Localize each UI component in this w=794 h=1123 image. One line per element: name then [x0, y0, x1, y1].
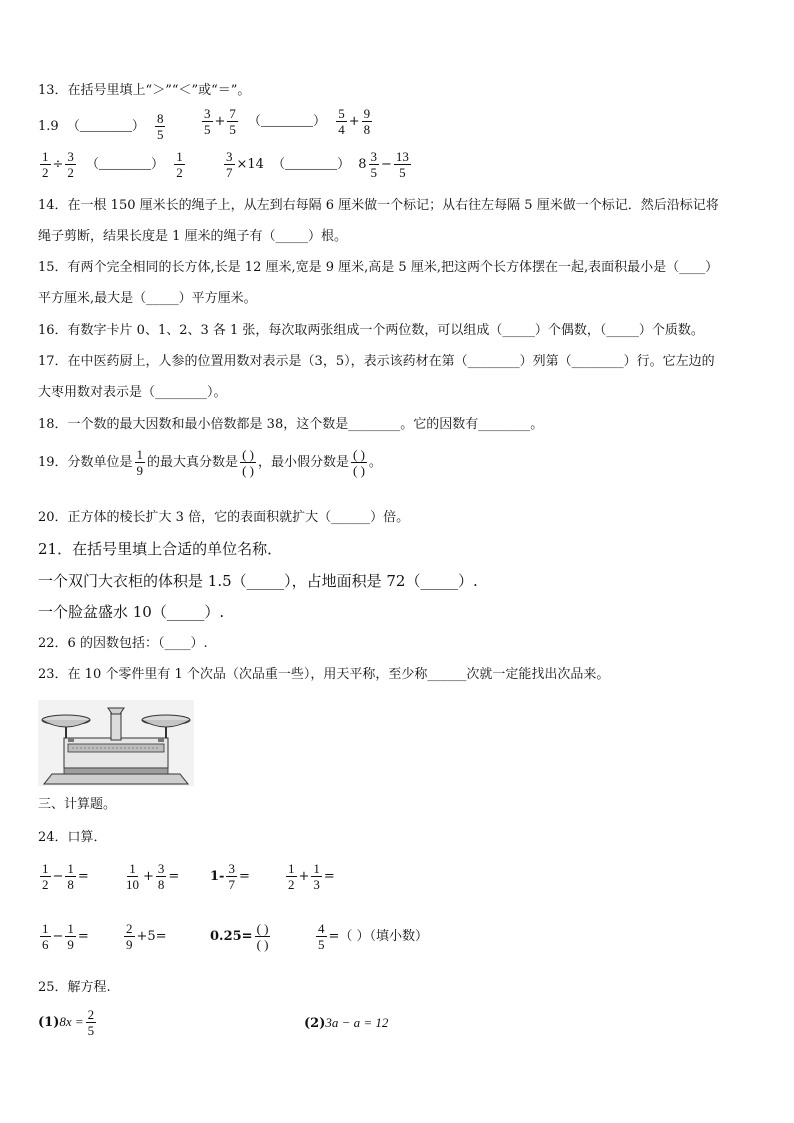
fraction: $\frac{1}{3}$ — [313, 861, 320, 892]
whole-number: 8 — [358, 157, 367, 172]
q24-expr-4 — [284, 862, 335, 891]
q15-line2: 平方厘米,最大是（_____）平方厘米。 — [38, 291, 257, 306]
q13-row1-b — [200, 107, 374, 136]
equals: = — [77, 929, 89, 944]
q24-title: 24．口算． — [38, 830, 107, 845]
fraction: $\frac{2}{5}$ — [87, 1007, 95, 1038]
q14-line1: 14．在一根 150 厘米长的绳子上，从左到右每隔 6 厘米做一个标记；从右往左每隔 5 厘米做一个标记．然后沿标记将 — [38, 198, 719, 213]
fraction: $\frac{9}{8}$ — [363, 106, 371, 137]
fraction: $\frac{3}{7}$ — [226, 149, 233, 180]
q24-expr-1 — [38, 862, 89, 891]
answer-blank[interactable]: （________） — [66, 118, 145, 133]
q21-line1: 一个双门大衣柜的体积是 1.5（_____），占地面积是 72（_____）. — [38, 572, 478, 590]
fraction: $\frac{1}{6}$ — [42, 921, 49, 952]
fraction: $\frac{2}{9}$ — [126, 921, 133, 952]
fraction: $\frac{3}{2}$ — [67, 149, 74, 180]
operator: − — [52, 929, 64, 944]
fraction: $\frac{1}{2}$ — [288, 861, 295, 892]
balance-scale-image — [38, 700, 194, 786]
q13-title: 13．在括号里填上“＞”“＜”或“＝”。 — [38, 83, 251, 98]
q13-row2-a — [38, 150, 187, 179]
q13-row1-a — [38, 112, 167, 141]
q21-line2: 一个脸盆盛水 10（_____）. — [38, 603, 225, 621]
equals: = — [168, 869, 180, 884]
q19-prefix: 19．分数单位是 — [38, 455, 133, 470]
q24-expr-3 — [210, 862, 250, 891]
fraction: $\frac{13}{5}$ — [395, 149, 409, 180]
q24-expr-7 — [210, 922, 272, 951]
fraction-unit: $\frac{1}{9}$ — [136, 447, 144, 478]
q25-title: 25．解方程. — [38, 980, 111, 995]
q24-expr-8 — [314, 922, 428, 951]
fraction: $\frac{1}{2}$ — [176, 149, 183, 180]
q24-expr-6 — [122, 922, 167, 951]
fraction: $\frac{4}{5}$ — [318, 921, 325, 952]
q19-end: 。 — [368, 455, 382, 470]
item-number: (2) — [304, 1016, 326, 1031]
equation-lhs: 8x = — [59, 1014, 84, 1029]
equals: = — [238, 869, 250, 884]
fraction: $\frac{3}{5}$ — [370, 149, 378, 180]
answer-blank[interactable]: （________） — [272, 156, 351, 171]
expression-tail: ×14 — [236, 157, 264, 172]
fraction: $\frac{1}{10}$ — [126, 861, 139, 892]
q18-text: 18．一个数的最大因数和最小倍数都是 38，这个数是________。它的因数有________。 — [38, 417, 544, 432]
decimal-value: 0.25= — [210, 929, 253, 944]
fraction: $\frac{3}{5}$ — [204, 106, 211, 137]
q19-mid2: ，最小假分数是 — [257, 455, 349, 470]
q17-line1: 17．在中医药厨上，人参的位置用数对表示是（3，5），表示该药材在第（________）列第（________）行。它左边的 — [38, 354, 715, 369]
q24-expr-5 — [38, 922, 89, 951]
expression-tail: +5= — [136, 929, 167, 944]
answer-fraction-blank[interactable]: $\frac{( )}{( )}$ — [256, 921, 269, 952]
q20-text: 20．正方体的棱长扩大 3 倍，它的表面积就扩大（______）倍。 — [38, 510, 410, 525]
equation: 3a − a = 12 — [325, 1015, 389, 1030]
q21-title: 21．在括号里填上合适的单位名称． — [38, 540, 283, 558]
fraction: $\frac{1}{8}$ — [67, 861, 74, 892]
fraction: $\frac{8}{5}$ — [156, 111, 164, 142]
operator: − — [52, 869, 64, 884]
operator: + — [298, 869, 310, 884]
q22-text: 22．6 的因数包括：（____）. — [38, 636, 208, 651]
minuend: 1- — [210, 869, 225, 884]
fraction: $\frac{5}{4}$ — [338, 106, 345, 137]
q19 — [38, 448, 382, 477]
q13-row2-b — [222, 150, 413, 179]
q25-equation-1 — [38, 1008, 98, 1037]
operator: ÷ — [52, 157, 64, 172]
q16-text: 16．有数字卡片 0、1、2、3 各 1 张，每次取两张组成一个两位数，可以组成（_____）个偶数，（_____）个质数。 — [38, 323, 704, 338]
q17-line2: 大枣用数对表示是（________）。 — [38, 385, 227, 400]
number: 1.9 — [38, 119, 59, 134]
fraction: $\frac{3}{7}$ — [228, 861, 235, 892]
fraction: $\frac{1}{9}$ — [67, 921, 74, 952]
fraction: $\frac{7}{5}$ — [229, 106, 236, 137]
q25-equation-2 — [304, 1016, 388, 1030]
equals: = — [323, 869, 335, 884]
fraction: $\frac{1}{2}$ — [42, 861, 49, 892]
item-number: (1) — [38, 1015, 60, 1030]
q14-line2: 绳子剪断，结果长度是 1 厘米的绳子有（_____）根。 — [38, 229, 348, 244]
answer-fraction-blank[interactable]: $\frac{( )}{( )}$ — [353, 447, 365, 478]
answer-blank[interactable]: （________） — [86, 156, 165, 171]
fraction: $\frac{1}{2}$ — [42, 149, 49, 180]
q23-text: 23．在 10 个零件里有 1 个次品（次品重一些），用天平称，至少称______次就一定能找出次品来。 — [38, 667, 610, 682]
answer-fraction-blank[interactable]: $\frac{( )}{( )}$ — [242, 447, 254, 478]
operator: − — [381, 157, 392, 172]
section-3-title: 三、计算题。 — [38, 797, 117, 812]
operator: + — [214, 114, 226, 129]
q24-expr-2 — [122, 862, 179, 891]
expression-tail: =（ ）（填小数） — [328, 929, 429, 944]
operator: + — [143, 869, 154, 884]
q19-mid: 的最大真分数是 — [147, 455, 239, 470]
operator: + — [348, 114, 360, 129]
q15-line1: 15．有两个完全相同的长方体,长是 12 厘米,宽是 9 厘米,高是 5 厘米,把这两个长方体摆在一起,表面积最小是（____） — [38, 260, 719, 275]
fraction: $\frac{3}{8}$ — [157, 861, 165, 892]
equals: = — [77, 869, 89, 884]
answer-blank[interactable]: （________） — [248, 113, 327, 128]
